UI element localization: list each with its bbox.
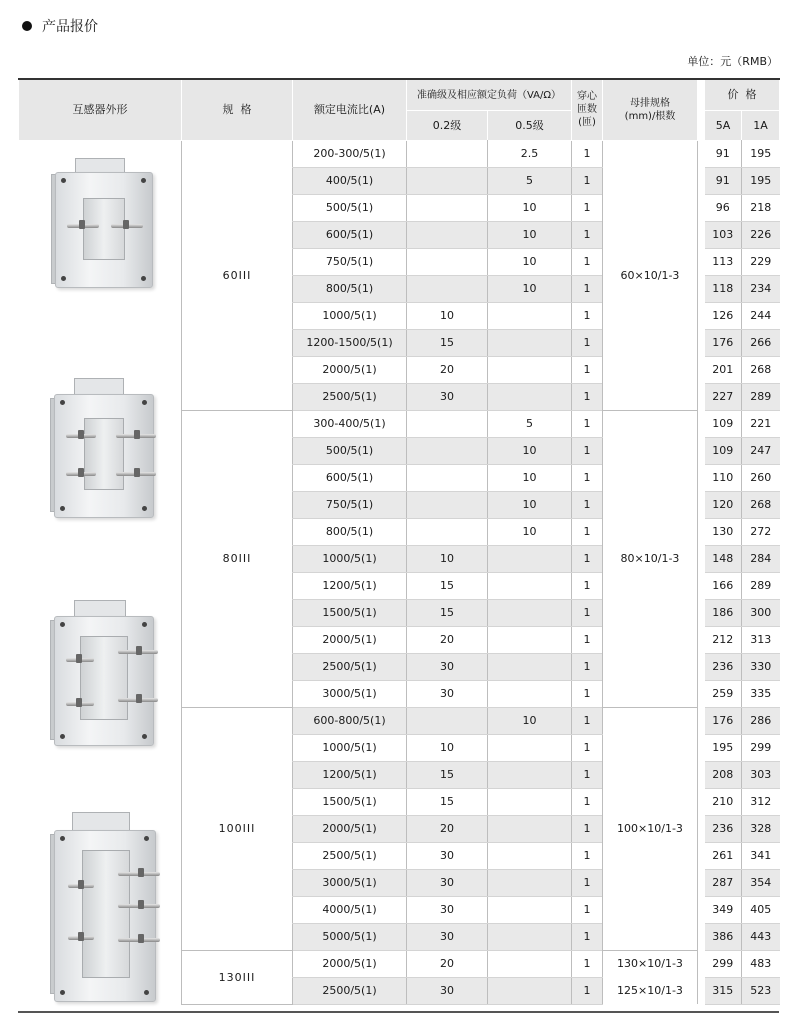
- turns-cell: 1: [572, 167, 603, 194]
- price-5a-cell: 299: [705, 950, 742, 977]
- column-gutter: [698, 977, 705, 1004]
- accuracy-02-cell: 15: [407, 788, 488, 815]
- price-1a-cell: 260: [742, 464, 780, 491]
- model-cell: 130III: [182, 950, 293, 1004]
- accuracy-05-cell: [488, 653, 572, 680]
- column-gutter: [698, 140, 705, 167]
- ratio-cell: 300-400/5(1): [293, 410, 407, 437]
- header-shape: 互感器外形: [19, 79, 182, 140]
- price-1a-cell: 328: [742, 815, 780, 842]
- accuracy-02-cell: [407, 194, 488, 221]
- ratio-cell: 800/5(1): [293, 518, 407, 545]
- price-5a-cell: 109: [705, 410, 742, 437]
- price-1a-cell: 443: [742, 923, 780, 950]
- header-price-5a: 5A: [705, 111, 742, 141]
- turns-cell: 1: [572, 707, 603, 734]
- header-ratio: 额定电流比(A): [293, 79, 407, 140]
- price-1a-cell: 284: [742, 545, 780, 572]
- accuracy-05-cell: [488, 869, 572, 896]
- accuracy-05-cell: 2.5: [488, 140, 572, 167]
- accuracy-05-cell: [488, 680, 572, 707]
- ratio-cell: 2500/5(1): [293, 977, 407, 1004]
- column-gutter: [698, 194, 705, 221]
- column-gutter: [698, 356, 705, 383]
- accuracy-05-cell: [488, 302, 572, 329]
- turns-cell: 1: [572, 653, 603, 680]
- column-gutter: [698, 896, 705, 923]
- accuracy-05-cell: [488, 734, 572, 761]
- turns-cell: 1: [572, 950, 603, 977]
- price-1a-cell: 234: [742, 275, 780, 302]
- turns-cell: 1: [572, 410, 603, 437]
- price-1a-cell: 244: [742, 302, 780, 329]
- price-5a-cell: 113: [705, 248, 742, 275]
- price-5a-cell: 315: [705, 977, 742, 1004]
- column-gutter: [698, 869, 705, 896]
- accuracy-02-cell: 30: [407, 653, 488, 680]
- ct-60iii-illustration: [45, 158, 165, 298]
- accuracy-02-cell: [407, 437, 488, 464]
- accuracy-05-cell: [488, 977, 572, 1004]
- ratio-cell: 500/5(1): [293, 194, 407, 221]
- price-5a-cell: 148: [705, 545, 742, 572]
- turns-cell: 1: [572, 275, 603, 302]
- header-acc-02: 0.2级: [407, 111, 488, 141]
- accuracy-05-cell: [488, 761, 572, 788]
- busbar-cell: 60×10/1-3: [603, 140, 698, 410]
- column-gutter: [698, 221, 705, 248]
- accuracy-05-cell: 10: [488, 437, 572, 464]
- ratio-cell: 1500/5(1): [293, 788, 407, 815]
- ratio-cell: 1200-1500/5(1): [293, 329, 407, 356]
- accuracy-05-cell: [488, 842, 572, 869]
- header-price-1a: 1A: [742, 111, 780, 141]
- column-gutter: [698, 923, 705, 950]
- section-title-text: 产品报价: [42, 19, 98, 35]
- accuracy-05-cell: [488, 626, 572, 653]
- ratio-cell: 750/5(1): [293, 248, 407, 275]
- accuracy-05-cell: 5: [488, 167, 572, 194]
- price-5a-cell: 287: [705, 869, 742, 896]
- accuracy-02-cell: 20: [407, 815, 488, 842]
- price-1a-cell: 272: [742, 518, 780, 545]
- accuracy-02-cell: 15: [407, 329, 488, 356]
- price-5a-cell: 261: [705, 842, 742, 869]
- column-gutter: [698, 626, 705, 653]
- accuracy-05-cell: [488, 329, 572, 356]
- price-5a-cell: 227: [705, 383, 742, 410]
- turns-cell: 1: [572, 248, 603, 275]
- accuracy-05-cell: 10: [488, 194, 572, 221]
- accuracy-02-cell: 15: [407, 599, 488, 626]
- turns-cell: 1: [572, 788, 603, 815]
- price-5a-cell: 186: [705, 599, 742, 626]
- ratio-cell: 5000/5(1): [293, 923, 407, 950]
- price-5a-cell: 176: [705, 707, 742, 734]
- accuracy-02-cell: 10: [407, 545, 488, 572]
- accuracy-05-cell: 10: [488, 275, 572, 302]
- price-1a-cell: 286: [742, 707, 780, 734]
- column-gutter: [698, 950, 705, 977]
- price-5a-cell: 195: [705, 734, 742, 761]
- accuracy-02-cell: 10: [407, 302, 488, 329]
- turns-cell: 1: [572, 356, 603, 383]
- turns-cell: 1: [572, 869, 603, 896]
- ratio-cell: 1500/5(1): [293, 599, 407, 626]
- turns-cell: 1: [572, 491, 603, 518]
- price-5a-cell: 118: [705, 275, 742, 302]
- price-5a-cell: 130: [705, 518, 742, 545]
- price-1a-cell: 405: [742, 896, 780, 923]
- ct-80iii-illustration-b: [44, 600, 166, 752]
- price-5a-cell: 349: [705, 896, 742, 923]
- accuracy-02-cell: [407, 491, 488, 518]
- accuracy-02-cell: 30: [407, 923, 488, 950]
- accuracy-02-cell: [407, 167, 488, 194]
- accuracy-05-cell: 10: [488, 491, 572, 518]
- turns-cell: 1: [572, 626, 603, 653]
- accuracy-05-cell: 10: [488, 248, 572, 275]
- header-turns: 穿心匝数(匝): [572, 79, 603, 140]
- ratio-cell: 2500/5(1): [293, 653, 407, 680]
- header-busbar: 母排规格(mm)/根数: [603, 79, 698, 140]
- price-1a-cell: 289: [742, 383, 780, 410]
- price-5a-cell: 236: [705, 815, 742, 842]
- price-1a-cell: 268: [742, 491, 780, 518]
- column-gutter: [698, 680, 705, 707]
- header-price: 价 格: [705, 79, 780, 111]
- ratio-cell: 600/5(1): [293, 221, 407, 248]
- accuracy-05-cell: [488, 788, 572, 815]
- header-gutter: [698, 79, 705, 140]
- price-1a-cell: 354: [742, 869, 780, 896]
- busbar-cell: 80×10/1-3: [603, 410, 698, 707]
- accuracy-05-cell: [488, 923, 572, 950]
- turns-cell: 1: [572, 329, 603, 356]
- column-gutter: [698, 383, 705, 410]
- accuracy-02-cell: [407, 707, 488, 734]
- accuracy-02-cell: [407, 518, 488, 545]
- price-1a-cell: 247: [742, 437, 780, 464]
- accuracy-02-cell: [407, 140, 488, 167]
- turns-cell: 1: [572, 761, 603, 788]
- price-1a-cell: 266: [742, 329, 780, 356]
- ratio-cell: 1200/5(1): [293, 572, 407, 599]
- price-5a-cell: 208: [705, 761, 742, 788]
- column-gutter: [698, 815, 705, 842]
- section-title: [22, 16, 98, 36]
- column-gutter: [698, 707, 705, 734]
- turns-cell: 1: [572, 194, 603, 221]
- column-gutter: [698, 761, 705, 788]
- turns-cell: 1: [572, 518, 603, 545]
- model-cell: 80III: [182, 410, 293, 707]
- column-gutter: [698, 572, 705, 599]
- price-1a-cell: 523: [742, 977, 780, 1004]
- turns-cell: 1: [572, 599, 603, 626]
- price-1a-cell: 195: [742, 167, 780, 194]
- accuracy-05-cell: [488, 545, 572, 572]
- turns-cell: 1: [572, 842, 603, 869]
- accuracy-02-cell: 15: [407, 761, 488, 788]
- accuracy-05-cell: [488, 383, 572, 410]
- header-spec: 规 格: [182, 79, 293, 140]
- model-cell: 60III: [182, 140, 293, 410]
- price-1a-cell: 330: [742, 653, 780, 680]
- price-1a-cell: 483: [742, 950, 780, 977]
- column-gutter: [698, 410, 705, 437]
- ratio-cell: 200-300/5(1): [293, 140, 407, 167]
- price-5a-cell: 210: [705, 788, 742, 815]
- ratio-cell: 2000/5(1): [293, 356, 407, 383]
- column-gutter: [698, 491, 705, 518]
- ratio-cell: 600/5(1): [293, 464, 407, 491]
- accuracy-02-cell: [407, 221, 488, 248]
- column-gutter: [698, 464, 705, 491]
- price-5a-cell: 166: [705, 572, 742, 599]
- accuracy-05-cell: 5: [488, 410, 572, 437]
- accuracy-02-cell: 20: [407, 950, 488, 977]
- model-cell: 100III: [182, 707, 293, 950]
- turns-cell: 1: [572, 437, 603, 464]
- turns-cell: 1: [572, 464, 603, 491]
- price-5a-cell: 109: [705, 437, 742, 464]
- turns-cell: 1: [572, 383, 603, 410]
- column-gutter: [698, 734, 705, 761]
- price-1a-cell: 312: [742, 788, 780, 815]
- turns-cell: 1: [572, 680, 603, 707]
- price-1a-cell: 303: [742, 761, 780, 788]
- ratio-cell: 2500/5(1): [293, 383, 407, 410]
- column-gutter: [698, 518, 705, 545]
- price-5a-cell: 176: [705, 329, 742, 356]
- currency-unit-label: 单位：元（RMB）: [687, 55, 778, 68]
- ratio-cell: 800/5(1): [293, 275, 407, 302]
- turns-cell: 1: [572, 572, 603, 599]
- accuracy-05-cell: [488, 356, 572, 383]
- price-5a-cell: 91: [705, 140, 742, 167]
- price-5a-cell: 386: [705, 923, 742, 950]
- price-5a-cell: 212: [705, 626, 742, 653]
- column-gutter: [698, 842, 705, 869]
- ratio-cell: 1000/5(1): [293, 545, 407, 572]
- accuracy-02-cell: 10: [407, 734, 488, 761]
- accuracy-02-cell: 20: [407, 356, 488, 383]
- price-1a-cell: 299: [742, 734, 780, 761]
- accuracy-05-cell: 10: [488, 464, 572, 491]
- ratio-cell: 600-800/5(1): [293, 707, 407, 734]
- accuracy-02-cell: [407, 410, 488, 437]
- ratio-cell: 1000/5(1): [293, 302, 407, 329]
- accuracy-02-cell: [407, 275, 488, 302]
- header-acc-05: 0.5级: [488, 111, 572, 141]
- accuracy-02-cell: 30: [407, 896, 488, 923]
- accuracy-02-cell: 30: [407, 869, 488, 896]
- column-gutter: [698, 437, 705, 464]
- accuracy-02-cell: 30: [407, 977, 488, 1004]
- column-gutter: [698, 653, 705, 680]
- turns-cell: 1: [572, 545, 603, 572]
- price-5a-cell: 110: [705, 464, 742, 491]
- ct-80iii-illustration-a: [44, 378, 166, 526]
- ratio-cell: 2000/5(1): [293, 626, 407, 653]
- column-gutter: [698, 275, 705, 302]
- price-1a-cell: 341: [742, 842, 780, 869]
- accuracy-02-cell: 30: [407, 842, 488, 869]
- price-1a-cell: 221: [742, 410, 780, 437]
- ratio-cell: 3000/5(1): [293, 869, 407, 896]
- accuracy-05-cell: [488, 950, 572, 977]
- column-gutter: [698, 248, 705, 275]
- turns-cell: 1: [572, 896, 603, 923]
- price-1a-cell: 335: [742, 680, 780, 707]
- ratio-cell: 500/5(1): [293, 437, 407, 464]
- accuracy-05-cell: [488, 815, 572, 842]
- turns-cell: 1: [572, 815, 603, 842]
- column-gutter: [698, 788, 705, 815]
- accuracy-05-cell: 10: [488, 518, 572, 545]
- ct-100iii-illustration: [44, 812, 166, 1004]
- turns-cell: 1: [572, 734, 603, 761]
- turns-cell: 1: [572, 923, 603, 950]
- price-1a-cell: 195: [742, 140, 780, 167]
- accuracy-02-cell: 30: [407, 680, 488, 707]
- ratio-cell: 750/5(1): [293, 491, 407, 518]
- price-1a-cell: 229: [742, 248, 780, 275]
- busbar-cell: 100×10/1-3: [603, 707, 698, 950]
- column-gutter: [698, 329, 705, 356]
- accuracy-02-cell: 15: [407, 572, 488, 599]
- column-gutter: [698, 302, 705, 329]
- accuracy-02-cell: [407, 248, 488, 275]
- busbar-cell: 125×10/1-3: [603, 977, 698, 1004]
- price-5a-cell: 236: [705, 653, 742, 680]
- price-1a-cell: 300: [742, 599, 780, 626]
- price-1a-cell: 289: [742, 572, 780, 599]
- ratio-cell: 2500/5(1): [293, 842, 407, 869]
- price-5a-cell: 91: [705, 167, 742, 194]
- ratio-cell: 3000/5(1): [293, 680, 407, 707]
- table-bottom-border: [18, 1011, 779, 1013]
- ratio-cell: 4000/5(1): [293, 896, 407, 923]
- price-5a-cell: 259: [705, 680, 742, 707]
- price-5a-cell: 126: [705, 302, 742, 329]
- accuracy-05-cell: [488, 572, 572, 599]
- turns-cell: 1: [572, 977, 603, 1004]
- column-gutter: [698, 599, 705, 626]
- turns-cell: 1: [572, 221, 603, 248]
- ratio-cell: 2000/5(1): [293, 950, 407, 977]
- ratio-cell: 1000/5(1): [293, 734, 407, 761]
- bullet-dot-icon: [22, 21, 32, 31]
- accuracy-05-cell: [488, 599, 572, 626]
- accuracy-05-cell: [488, 896, 572, 923]
- price-1a-cell: 226: [742, 221, 780, 248]
- price-1a-cell: 218: [742, 194, 780, 221]
- ratio-cell: 1200/5(1): [293, 761, 407, 788]
- turns-cell: 1: [572, 302, 603, 329]
- header-accuracy: 准确级及相应额定负荷（VA/Ω）: [407, 79, 572, 111]
- column-gutter: [698, 545, 705, 572]
- ratio-cell: 2000/5(1): [293, 815, 407, 842]
- ratio-cell: 400/5(1): [293, 167, 407, 194]
- price-5a-cell: 120: [705, 491, 742, 518]
- price-5a-cell: 103: [705, 221, 742, 248]
- price-1a-cell: 313: [742, 626, 780, 653]
- accuracy-05-cell: 10: [488, 221, 572, 248]
- price-5a-cell: 96: [705, 194, 742, 221]
- price-1a-cell: 268: [742, 356, 780, 383]
- busbar-cell: 130×10/1-3: [603, 950, 698, 977]
- accuracy-02-cell: 20: [407, 626, 488, 653]
- column-gutter: [698, 167, 705, 194]
- turns-cell: 1: [572, 140, 603, 167]
- price-5a-cell: 201: [705, 356, 742, 383]
- accuracy-02-cell: 30: [407, 383, 488, 410]
- accuracy-02-cell: [407, 464, 488, 491]
- accuracy-05-cell: 10: [488, 707, 572, 734]
